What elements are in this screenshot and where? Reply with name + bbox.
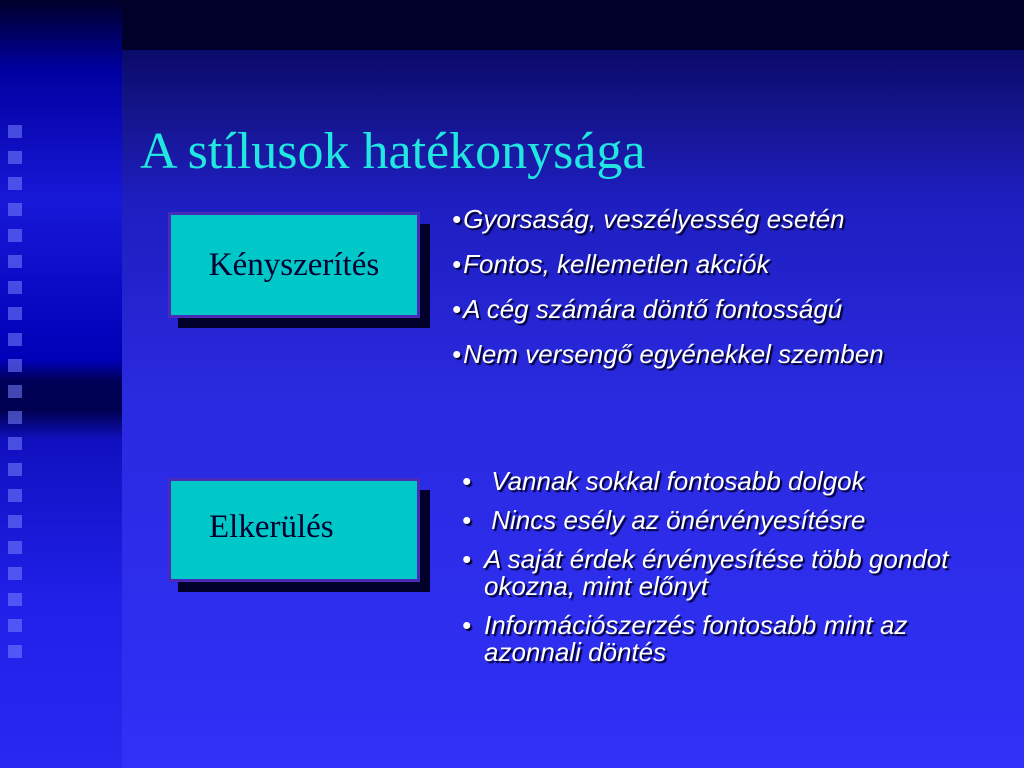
decorative-square [8, 593, 22, 606]
bullet-text: Vannak sokkal fontosabb dolgok [484, 466, 865, 496]
bullet-icon: • [462, 466, 472, 496]
decorative-square [8, 203, 22, 216]
style-box-label: Elkerülés [209, 509, 334, 545]
style-box-elkerules [168, 478, 420, 582]
bullet-text: A cég számára döntő fontosságú [463, 294, 843, 324]
decorative-square [8, 125, 22, 138]
style-box-kenyszerites [168, 212, 420, 318]
list-item [462, 612, 1007, 666]
decorative-square [8, 281, 22, 294]
decorative-square [8, 177, 22, 190]
decorative-square [8, 567, 22, 580]
list-item [462, 507, 1007, 534]
bullet-icon: • [462, 544, 472, 574]
bullet-text: Nem versengő egyénekkel szemben [463, 339, 884, 369]
bullet-icon: • [462, 505, 472, 535]
decorative-square [8, 489, 22, 502]
slide-title: A stílusok hatékonysága [140, 123, 646, 180]
decorative-square [8, 229, 22, 242]
bullet-text: Információszerzés fontosabb mint az azonnali döntés [484, 610, 908, 667]
bullet-icon: • [452, 249, 462, 279]
bullet-icon: • [462, 610, 472, 640]
bullet-text: Nincs esély az önérvényesítésre [484, 505, 866, 535]
decorative-square [8, 645, 22, 658]
decorative-square [8, 255, 22, 268]
bullet-text: Fontos, kellemetlen akciók [463, 249, 770, 279]
decorative-square [8, 307, 22, 320]
list-item [462, 468, 1007, 495]
bullet-list-kenyszerites [452, 202, 884, 382]
list-item [462, 546, 1007, 600]
bullet-text: A saját érdek érvényesítése több gondot okozna, mint előnyt [484, 544, 949, 601]
decorative-square [8, 385, 22, 398]
list-item [452, 247, 884, 292]
decorative-square [8, 333, 22, 346]
bullet-list-elkerules [462, 468, 1007, 678]
decorative-square [8, 359, 22, 372]
style-box-label: Kényszerítés [208, 246, 380, 283]
list-item [452, 337, 884, 382]
decorative-square [8, 411, 22, 424]
decorative-left-strip [0, 0, 122, 768]
decorative-square [8, 619, 22, 632]
decorative-square [8, 541, 22, 554]
bullet-icon: • [452, 204, 462, 234]
bullet-icon: • [452, 339, 462, 369]
decorative-square [8, 515, 22, 528]
list-item [452, 292, 884, 337]
decorative-square [8, 463, 22, 476]
list-item [452, 202, 884, 247]
decorative-square [8, 437, 22, 450]
decorative-square [8, 151, 22, 164]
bullet-icon: • [452, 294, 462, 324]
bullet-text: Gyorsaság, veszélyesség esetén [463, 204, 845, 234]
